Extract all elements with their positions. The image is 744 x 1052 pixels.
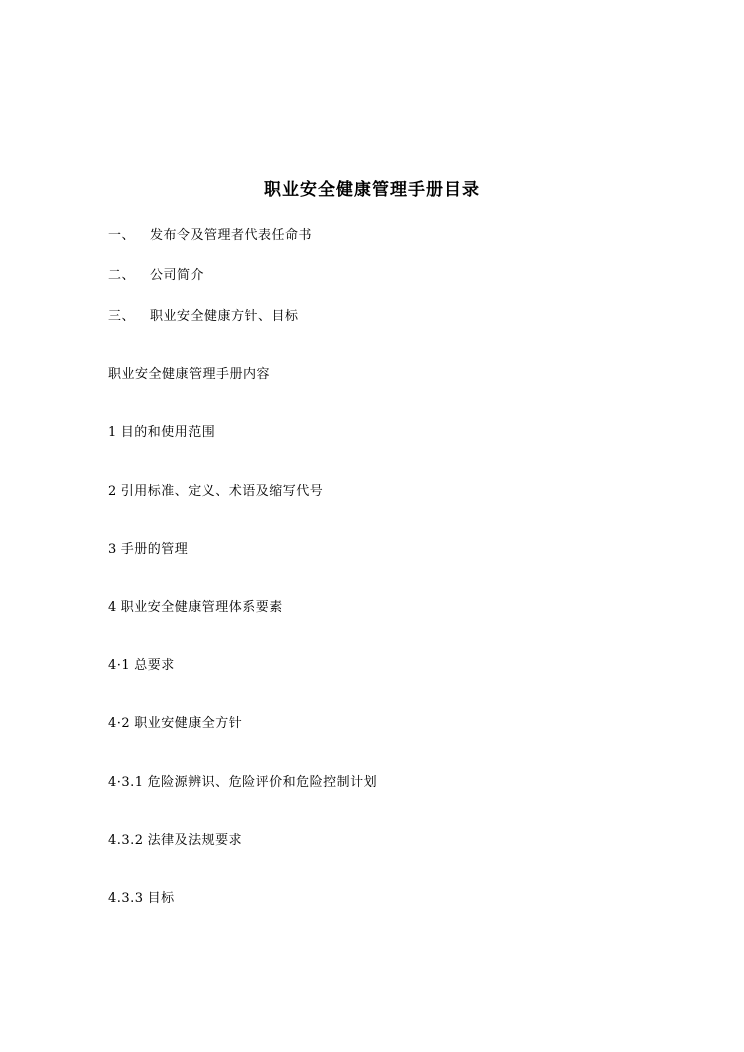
toc-item-2 xyxy=(108,483,323,501)
toc-item-text: 职业安全健康方针、目标 xyxy=(150,309,299,324)
toc-item-number: 4 xyxy=(108,600,117,615)
toc-item-number: 1 xyxy=(108,425,117,440)
toc-item-text: 法律及法规要求 xyxy=(147,833,243,848)
toc-item-4-3-1 xyxy=(108,774,377,792)
toc-item-4-3-2 xyxy=(108,832,242,850)
toc-item-number: 二、 xyxy=(108,268,136,283)
toc-item-text: 公司简介 xyxy=(150,268,205,283)
toc-item-number: 2 xyxy=(108,484,117,499)
toc-item-4 xyxy=(108,599,283,617)
toc-item-number: 三、 xyxy=(108,309,136,324)
toc-item-text: 发布令及管理者代表任命书 xyxy=(150,228,313,243)
toc-item-number: 3 xyxy=(108,542,117,557)
toc-item-preface-1 xyxy=(108,227,312,245)
document-title: 职业安全健康管理手册目录 xyxy=(264,180,480,200)
toc-item-text: 危险源辨识、危险评价和危险控制计划 xyxy=(147,775,378,790)
toc-item-text: 手册的管理 xyxy=(120,542,189,557)
toc-item-text: 职业安全健康管理体系要素 xyxy=(120,600,283,615)
toc-item-number: 一、 xyxy=(108,228,136,243)
toc-item-preface-3 xyxy=(108,308,299,326)
contents-heading: 职业安全健康管理手册内容 xyxy=(108,367,271,382)
toc-item-3 xyxy=(108,541,188,559)
toc-item-text: 引用标准、定义、术语及缩写代号 xyxy=(120,484,324,499)
toc-item-4-2 xyxy=(108,715,242,733)
toc-item-preface-2 xyxy=(108,267,204,285)
toc-item-4-1 xyxy=(108,657,175,675)
toc-item-number: 4·2 xyxy=(108,716,131,731)
toc-item-text: 总要求 xyxy=(134,658,175,673)
toc-item-number: 4.3.3 xyxy=(108,891,144,906)
toc-item-text: 目的和使用范围 xyxy=(120,425,216,440)
toc-item-4-3-3 xyxy=(108,890,175,908)
toc-item-text: 职业安健康全方针 xyxy=(134,716,243,731)
toc-item-number: 4·1 xyxy=(108,658,131,673)
toc-item-number: 4.3.2 xyxy=(108,833,144,848)
toc-item-number: 4·3.1 xyxy=(108,775,144,790)
toc-item-1 xyxy=(108,424,215,442)
toc-item-text: 目标 xyxy=(147,891,175,906)
